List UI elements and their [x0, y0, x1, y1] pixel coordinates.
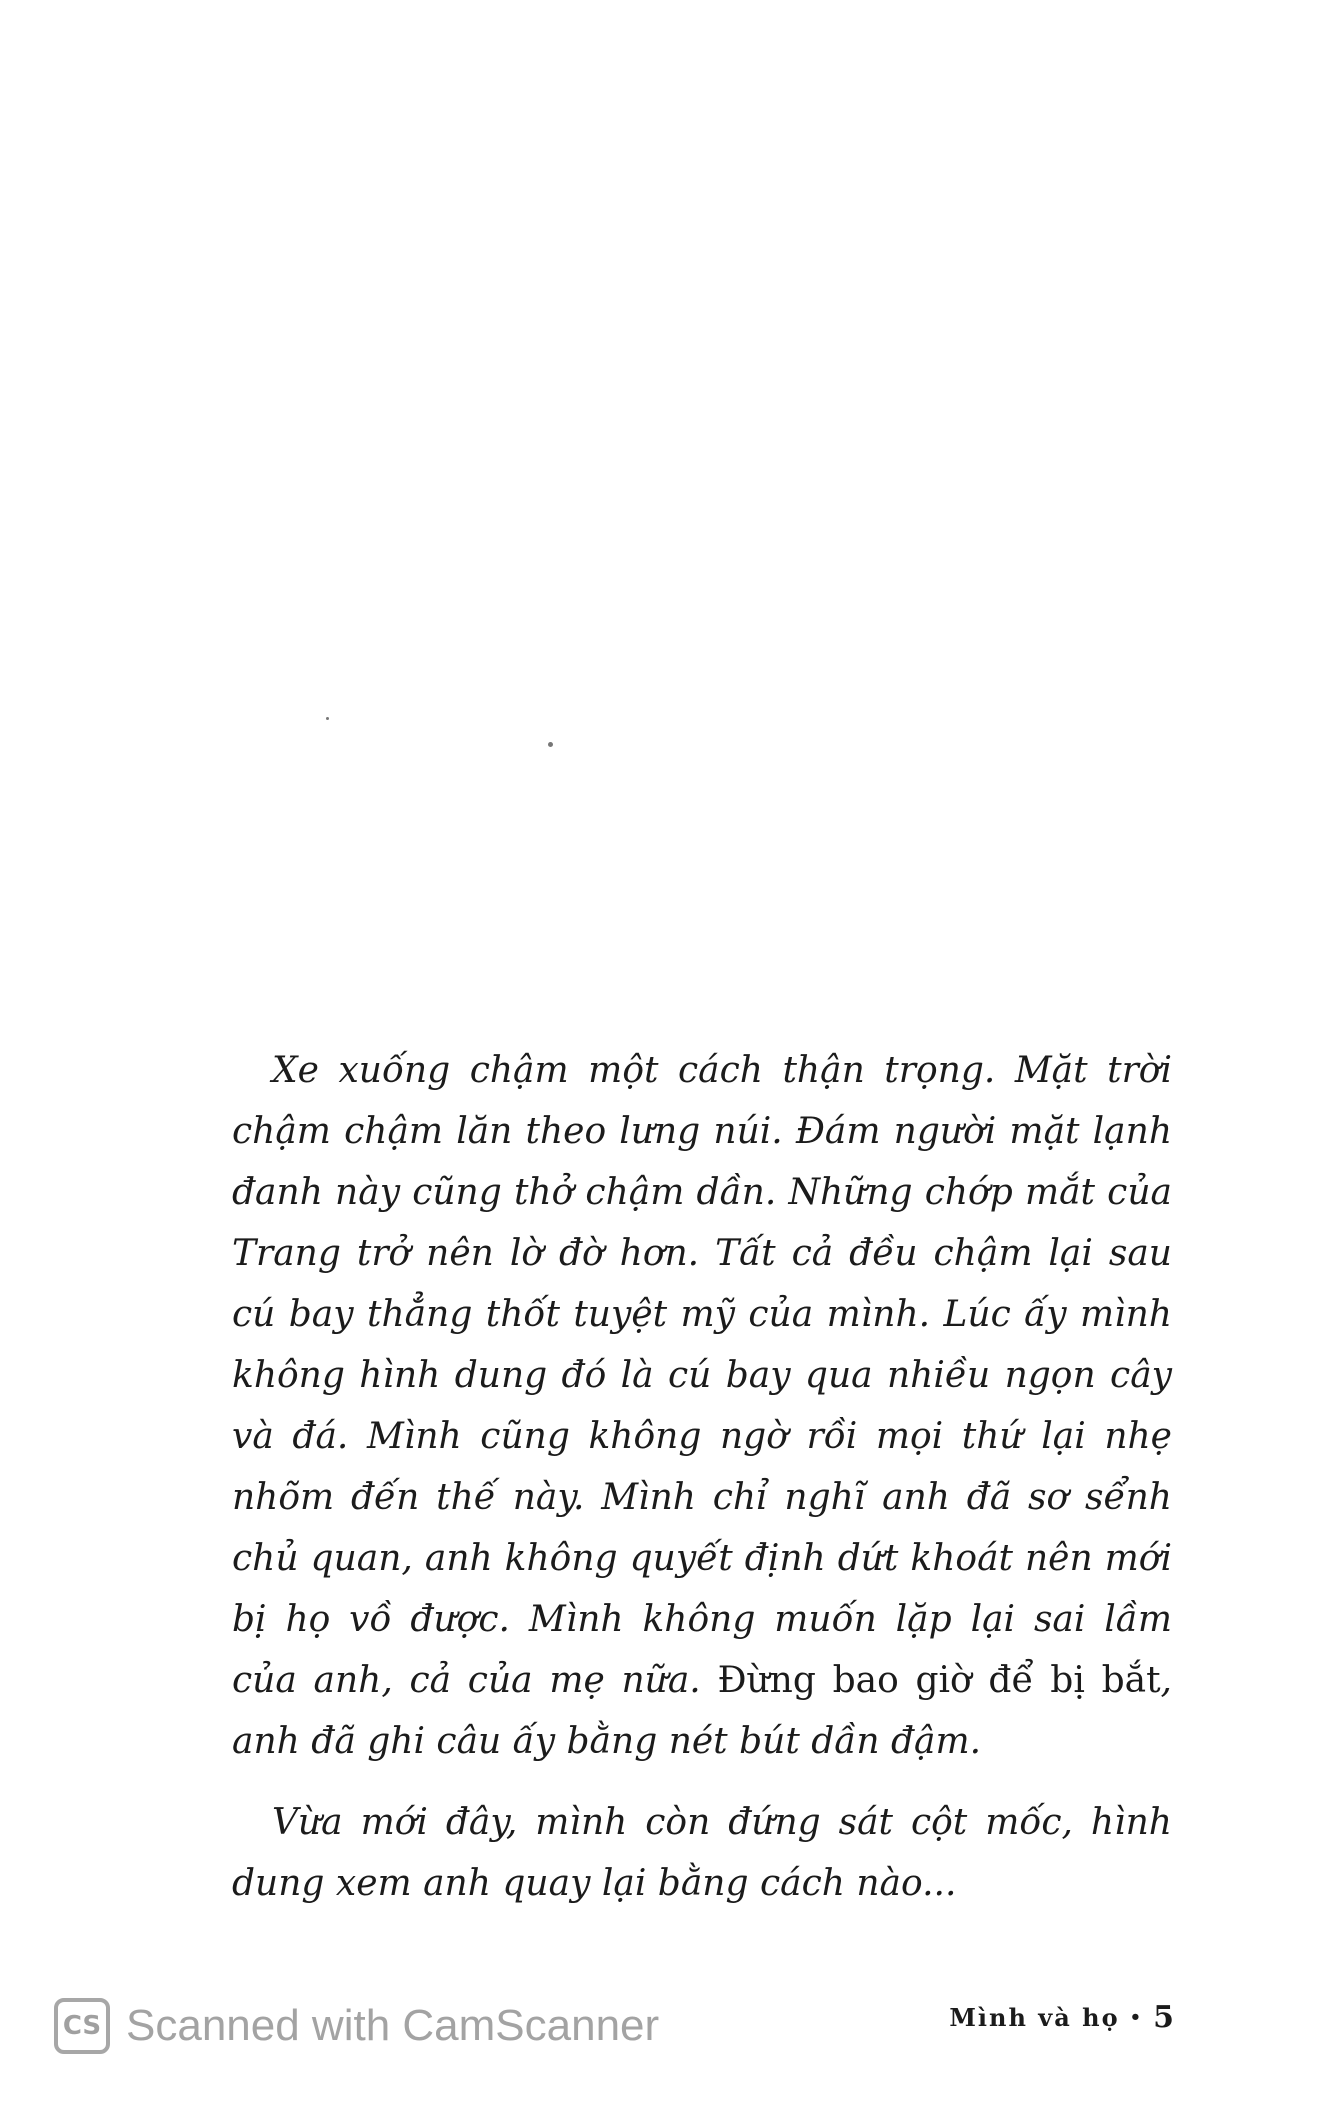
- watermark-text: Scanned with CamScanner: [126, 2001, 660, 2050]
- scan-speck: [548, 742, 553, 747]
- scan-speck: [326, 717, 329, 720]
- paragraph-1-part-1: Xe xuống chậm một cách thận trọng. Mặt trời chậm chậm lăn theo lưng núi. Đám người mặt lạnh đanh này cũng thở chậm dần. Những chớp mắt của Trang trở nên lờ đờ hơn. Tất cả đều chậm lại sau cú bay thẳng thốt tuyệt mỹ của mình. Lúc ấy mình không hình dung đó là cú bay qua nhiều ngọn cây và đá. Mình cũng không ngờ rồi mọi thứ lại nhẹ nhõm đến thế này. Mình chỉ nghĩ anh đã sơ sểnh chủ quan, anh không quyết định dứt khoát nên mới bị họ vồ được. Mình không muốn lặp lại sai lầm của anh, cả của mẹ nữa.: [232, 1050, 1172, 1701]
- camscanner-logo-icon: CS: [54, 1998, 110, 2054]
- page-number: 5: [1153, 2000, 1176, 2035]
- footer-bullet: •: [1129, 2007, 1144, 2028]
- paragraph-2: Vừa mới đây, mình còn đứng sát cột mốc, hình dung xem anh quay lại bằng cách nào...: [232, 1802, 1172, 1904]
- camscanner-watermark: [54, 1998, 659, 2054]
- running-title: Mình và họ: [949, 2003, 1120, 2032]
- body-text: [232, 1040, 1172, 1914]
- paragraph-1: [232, 1040, 1172, 1772]
- paragraph-1-part-3: , anh đã ghi câu ấy bằng nét bút dần đậm.: [232, 1660, 1172, 1762]
- emphasized-phrase: Đừng bao giờ để bị bắt: [717, 1660, 1161, 1701]
- running-footer: [949, 2000, 1176, 2035]
